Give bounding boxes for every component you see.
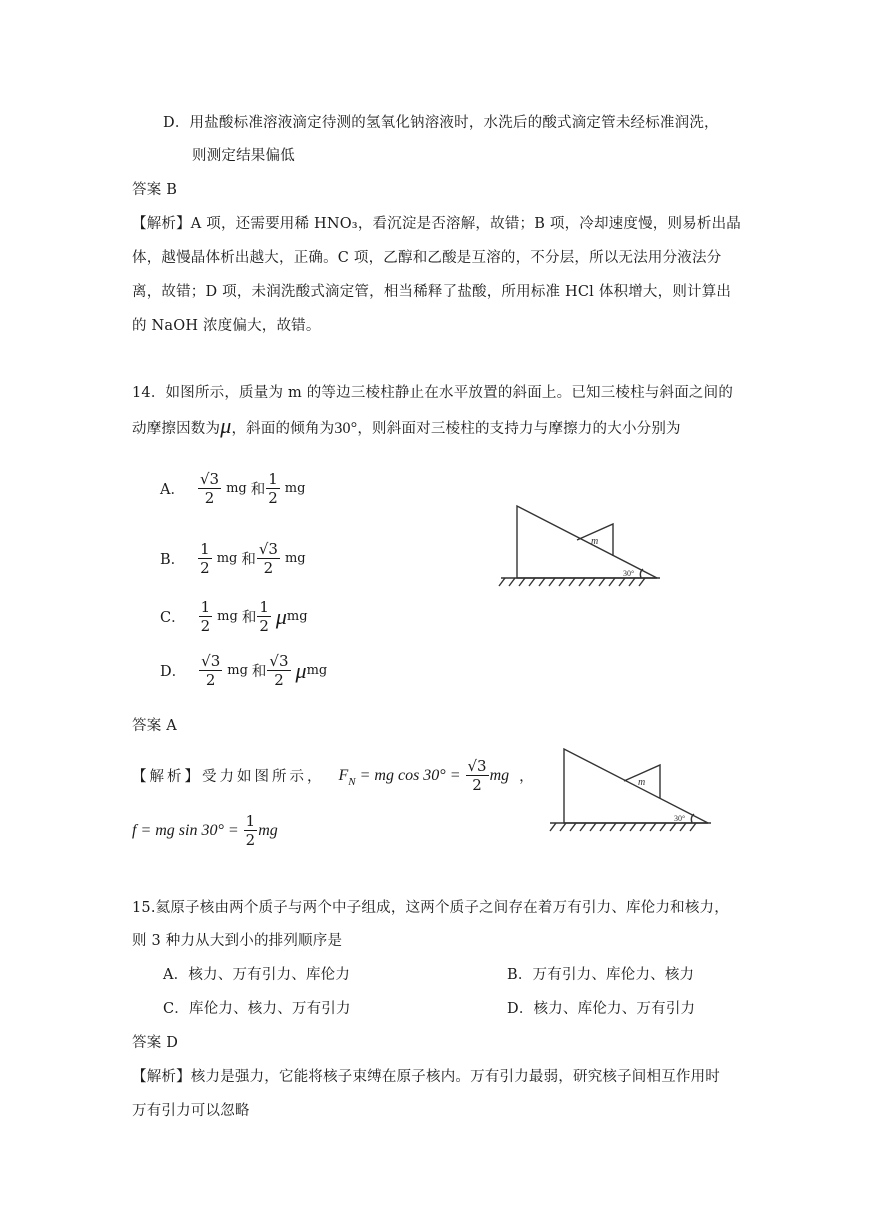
fraction: $\frac{√3}{2}$ [467, 757, 487, 794]
ground-hatch [550, 823, 696, 831]
incline-triangle [517, 506, 657, 578]
fraction: $\frac{1}{2}$ [245, 812, 256, 849]
eq1-lhs: F [338, 766, 349, 784]
angle-value: 30° [334, 420, 358, 437]
analysis-prefix: 【解析】受力如图所示， [132, 769, 325, 785]
q14-stem-text-c: ，则斜面对三棱柱的支持力与摩擦力的大小分别为 [357, 421, 681, 437]
unit: mg [227, 663, 248, 678]
option-label: D． [160, 664, 187, 680]
and-word: 和 [241, 552, 256, 568]
figure-angle-label: 30° [674, 814, 686, 823]
q15-stem-line1: 15.氦原子核由两个质子与两个中子组成，这两个质子之间存在着万有引力、库伦力和核力， [132, 900, 729, 916]
and-word: 和 [250, 482, 266, 498]
q14-answer: 答案 A [132, 718, 177, 734]
q14-analysis-eq1 [132, 757, 534, 794]
q14-stem-line2 [132, 413, 681, 439]
eq1-comma: ， [519, 769, 534, 785]
q14-stem-line1: 14．如图所示，质量为 m 的等边三棱柱静止在水平放置的斜面上。已知三棱柱与斜面之间的 [132, 385, 734, 401]
option-label: A． [160, 482, 185, 498]
fraction: $\frac{√3}{2}$ [269, 652, 289, 689]
unit: mg [216, 551, 238, 566]
q15-stem-line2: 则 3 种力从大到小的排列顺序是 [132, 933, 343, 949]
unit: mg [284, 551, 306, 566]
q13-analysis-line1: 【解析】A 项，还需要用稀 HNO₃，看沉淀是否溶解，故错；B 项，冷却速度慢，则易析出晶 [132, 216, 741, 232]
eq2-lhs: f = mg sin 30° = [132, 821, 243, 839]
q15-answer: 答案 D [132, 1035, 179, 1051]
q15-option-d[interactable]: D．核力、库伦力、万有引力 [507, 1001, 696, 1017]
q14-option-d[interactable] [160, 652, 331, 689]
incline-figure-2 [548, 743, 723, 841]
and-word: 和 [251, 664, 267, 680]
q13-analysis-line4: 的 NaOH 浓度偏大，故错。 [132, 318, 321, 334]
q15-option-a[interactable]: A．核力、万有引力、库伦力 [163, 967, 351, 983]
q14-analysis-eq2 [132, 812, 278, 849]
unit: mg [217, 609, 238, 624]
fraction: $\frac{√3}{2}$ [201, 652, 221, 689]
incline-triangle [564, 749, 708, 823]
unit: mg [284, 481, 306, 496]
q15-analysis-line2: 万有引力可以忽略 [132, 1103, 250, 1119]
eq1-subscript: N [348, 775, 356, 788]
q14-option-b[interactable] [160, 540, 310, 577]
mu-symbol: μ [275, 603, 287, 629]
q14-stem-text-a: 动摩擦因数为 [132, 421, 221, 437]
fraction: $\frac{1}{2}$ [259, 598, 269, 635]
eq2-tail: mg [258, 821, 278, 839]
unit: mg [286, 609, 308, 624]
q14-stem-text-b: ，斜面的倾角为 [231, 421, 335, 437]
fraction: $\frac{1}{2}$ [200, 598, 211, 635]
eq1-middle: = mg cos 30° = [355, 766, 465, 784]
figure-angle-label: 30° [623, 569, 635, 578]
option-label: C． [160, 610, 186, 626]
q13-option-d-line2: 则测定结果偏低 [192, 148, 295, 164]
q13-analysis-line3: 离，故错；D 项，未润洗酸式滴定管，相当稀释了盐酸，所用标准 HCl 体积增大，则计算出 [132, 284, 732, 300]
q15-option-c[interactable]: C．库伦力、核力、万有引力 [163, 1001, 351, 1017]
q13-option-d-line1: D．用盐酸标准溶液滴定待测的氢氧化钠溶液时，水洗后的酸式滴定管未经标准润洗， [163, 115, 719, 131]
figure-mass-label: m [638, 777, 646, 788]
fraction: $\frac{1}{2}$ [200, 540, 210, 577]
unit: mg [226, 481, 247, 496]
fraction: $\frac{√3}{2}$ [258, 540, 278, 577]
q15-option-b[interactable]: B．万有引力、库伦力、核力 [507, 967, 695, 983]
fraction: $\frac{1}{2}$ [268, 470, 278, 507]
fraction: $\frac{√3}{2}$ [199, 470, 220, 507]
unit: mg [306, 663, 328, 678]
ground-hatch [499, 578, 645, 586]
q15-analysis-line1: 【解析】核力是强力，它能将核子束缚在原子核内。万有引力最弱，研究核子间相互作用时 [132, 1069, 720, 1085]
mu-symbol: μ [220, 413, 232, 438]
incline-figure [495, 498, 670, 596]
eq1-tail: mg [489, 766, 510, 784]
and-word: 和 [241, 610, 257, 626]
figure-mass-label: m [591, 536, 599, 547]
mu-symbol: μ [295, 657, 307, 683]
q14-option-a[interactable] [160, 470, 309, 507]
q13-analysis-line2: 体，越慢晶体析出越大，正确。C 项，乙醇和乙酸是互溶的，不分层，所以无法用分液法分 [132, 250, 722, 266]
q14-option-c[interactable] [160, 598, 312, 635]
option-label: B． [160, 552, 186, 568]
q13-answer: 答案 B [132, 182, 178, 198]
